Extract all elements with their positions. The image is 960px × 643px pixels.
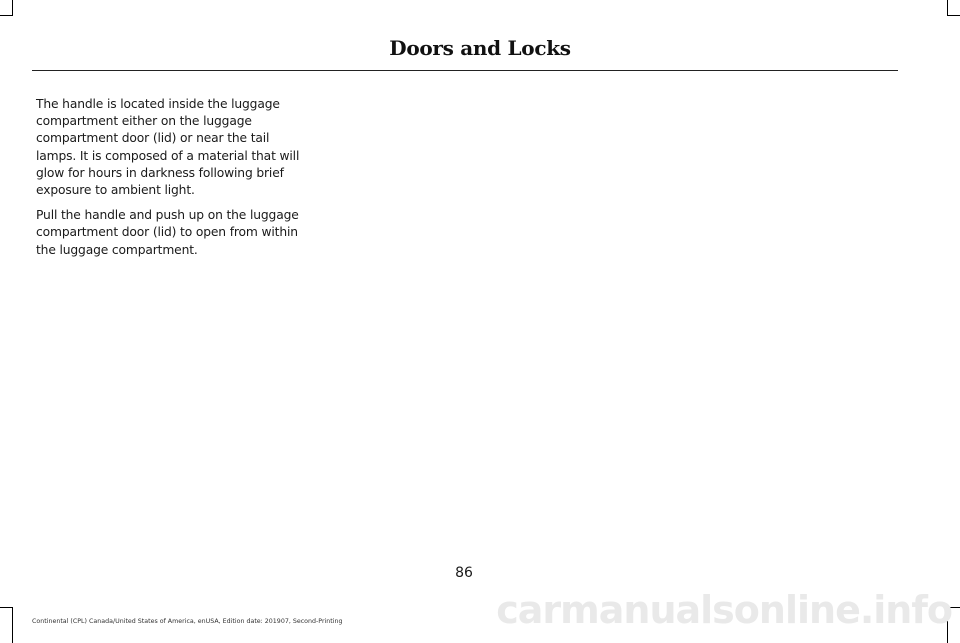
page-number: 86	[455, 565, 473, 581]
paragraph-handle-location: The handle is located inside the luggage compartment either on the luggage compartment door (lid) or near the tail lamps. It is composed of a material that will glow for hours in darkness following brief exposure to ambient light.	[36, 97, 300, 198]
crop-mark-top-right-horizontal	[947, 15, 960, 16]
crop-mark-bottom-left-horizontal	[0, 607, 13, 608]
paragraph-open-instructions: Pull the handle and push up on the luggage compartment door (lid) to open from within the luggage compartment.	[36, 208, 299, 257]
crop-mark-top-right-vertical	[947, 0, 948, 16]
header-divider	[32, 70, 898, 71]
crop-mark-bottom-left-vertical	[12, 607, 13, 643]
body-column	[36, 96, 312, 267]
crop-mark-top-left-vertical	[12, 0, 13, 16]
page-title: Doors and Locks	[389, 36, 571, 60]
edition-footer: Continental (CPL) Canada/United States of America, enUSA, Edition date: 201907, Second-Printing	[32, 618, 343, 625]
watermark: carmanualsonline.info	[496, 588, 952, 632]
crop-mark-top-left-horizontal	[0, 15, 13, 16]
